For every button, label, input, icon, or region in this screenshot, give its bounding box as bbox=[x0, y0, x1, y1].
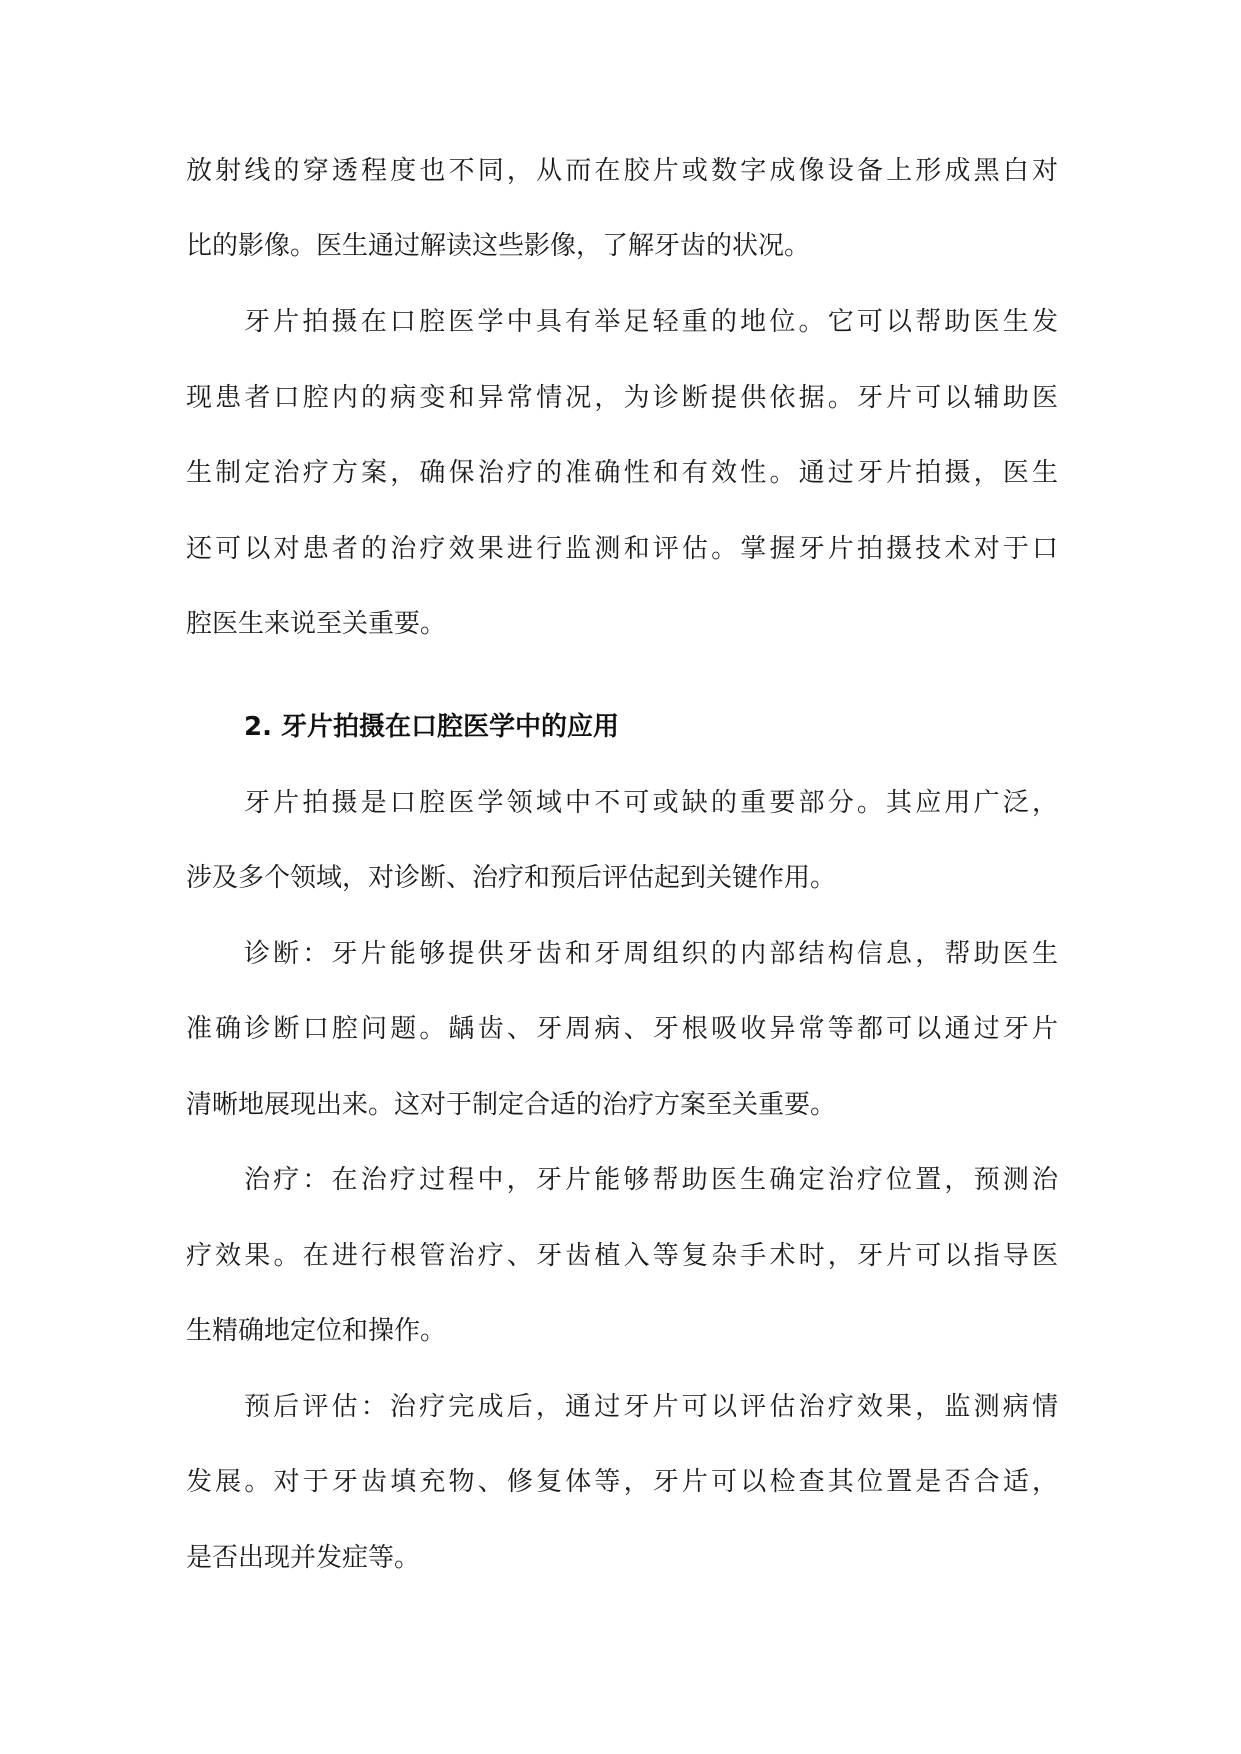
paragraph-line: 预后评估：治疗完成后，通过牙片可以评估治疗效果，监测病情 bbox=[244, 1392, 1058, 1422]
section-heading: 2. 牙片拍摄在口腔医学中的应用 bbox=[244, 712, 620, 742]
paragraph-line: 腔医生来说至关重要。 bbox=[186, 609, 447, 639]
paragraph-line: 诊断：牙片能够提供牙齿和牙周组织的内部结构信息，帮助医生 bbox=[244, 939, 1058, 969]
paragraph-line: 治疗：在治疗过程中，牙片能够帮助医生确定治疗位置，预测治 bbox=[244, 1165, 1058, 1195]
paragraph-line: 生精确地定位和操作。 bbox=[186, 1316, 447, 1346]
paragraph-line: 发展。对于牙齿填充物、修复体等，牙片可以检查其位置是否合适， bbox=[186, 1467, 1058, 1497]
paragraph-line: 放射线的穿透程度也不同，从而在胶片或数字成像设备上形成黑白对 bbox=[186, 156, 1058, 186]
paragraph-line: 牙片拍摄在口腔医学中具有举足轻重的地位。它可以帮助医生发 bbox=[244, 307, 1058, 337]
paragraph-line: 还可以对患者的治疗效果进行监测和评估。掌握牙片拍摄技术对于口 bbox=[186, 534, 1058, 564]
paragraph-line: 生制定治疗方案，确保治疗的准确性和有效性。通过牙片拍摄，医生 bbox=[186, 458, 1058, 488]
paragraph-line: 准确诊断口腔问题。龋齿、牙周病、牙根吸收异常等都可以通过牙片 bbox=[186, 1014, 1058, 1044]
paragraph-line: 涉及多个领域，对诊断、治疗和预后评估起到关键作用。 bbox=[186, 863, 837, 893]
paragraph-line: 疗效果。在进行根管治疗、牙齿植入等复杂手术时，牙片可以指导医 bbox=[186, 1241, 1058, 1271]
paragraph-line: 是否出现并发症等。 bbox=[186, 1543, 421, 1573]
paragraph-line: 比的影像。医生通过解读这些影像，了解牙齿的状况。 bbox=[186, 231, 811, 261]
paragraph-line: 现患者口腔内的病变和异常情况，为诊断提供依据。牙片可以辅助医 bbox=[186, 383, 1058, 413]
paragraph-line: 清晰地展现出来。这对于制定合适的治疗方案至关重要。 bbox=[186, 1090, 837, 1120]
paragraph-line: 牙片拍摄是口腔医学领域中不可或缺的重要部分。其应用广泛， bbox=[244, 788, 1058, 818]
